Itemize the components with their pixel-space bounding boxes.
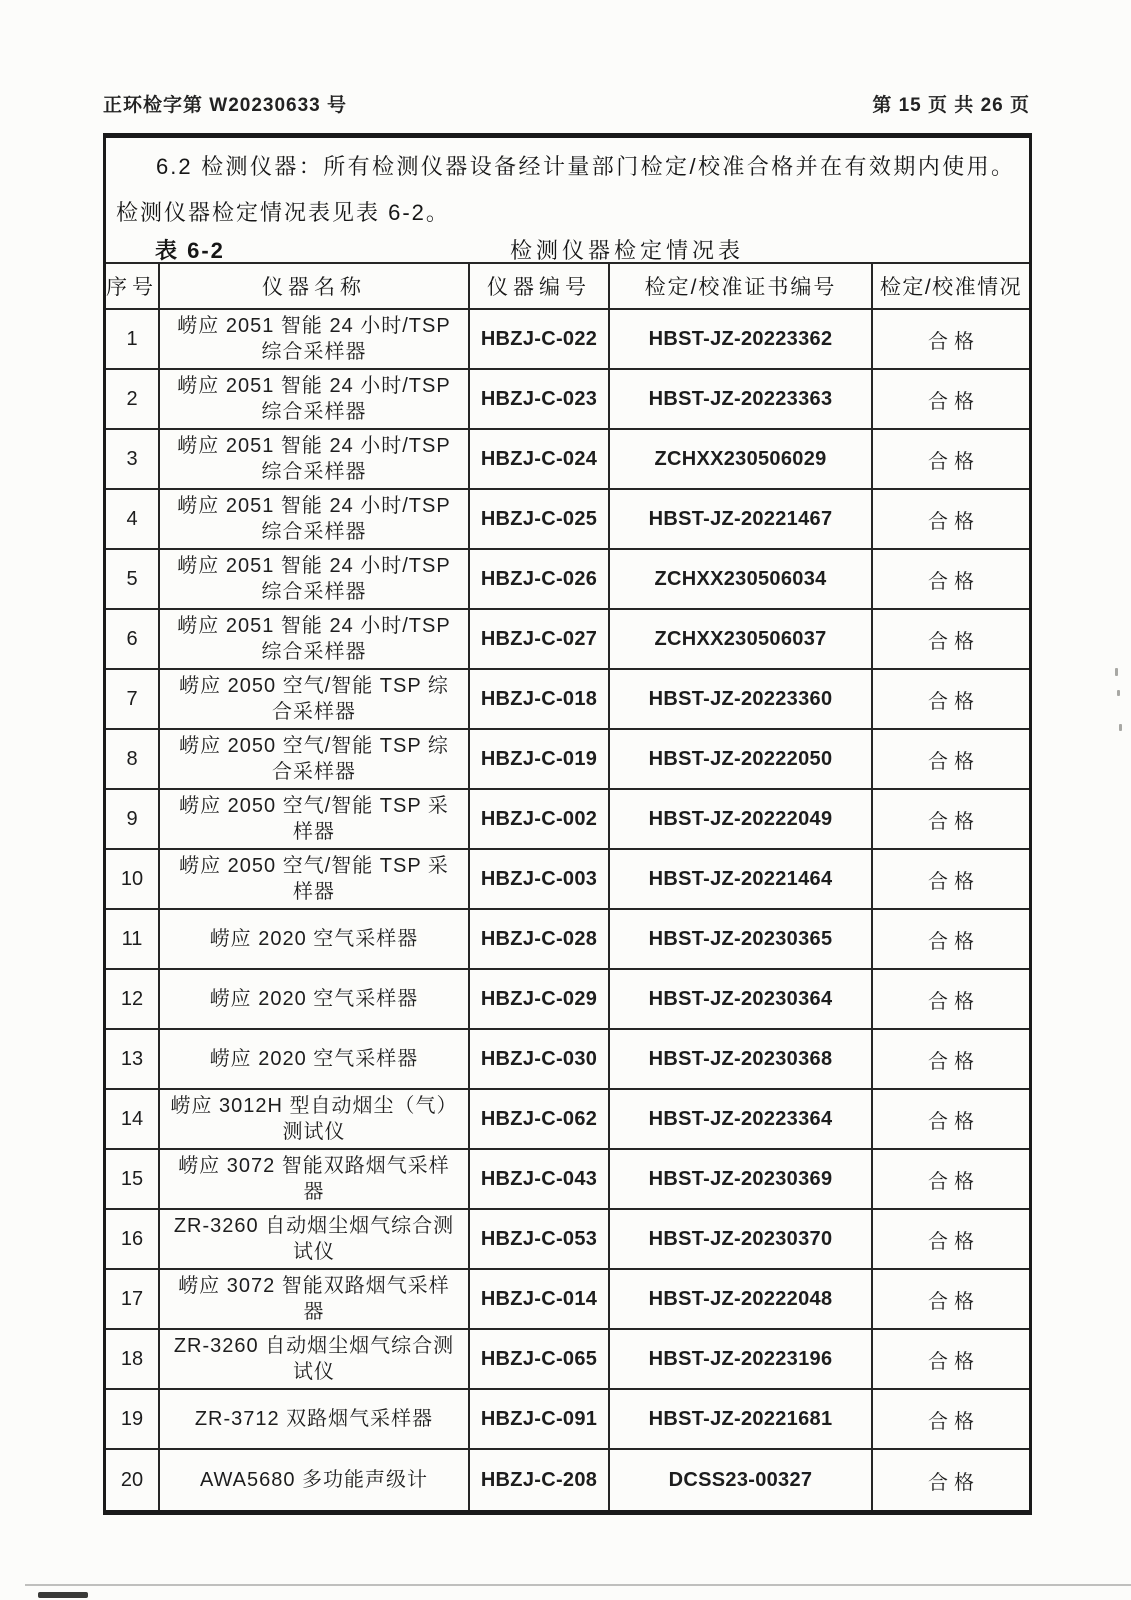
status-cell: 合格 (928, 450, 980, 473)
page-header (103, 94, 1030, 118)
instrument-name-cell: 崂应 2020 空气采样器 (160, 1030, 470, 1088)
row-number-cell: 14 (106, 1090, 160, 1148)
row-number-cell: 20 (106, 1450, 160, 1510)
instrument-code-cell: HBZJ-C-208 (470, 1450, 610, 1510)
certificate-number-cell: HBST-JZ-20222050 (610, 730, 873, 788)
status-cell: 合格 (928, 570, 980, 593)
instrument-name-cell: 崂应 2051 智能 24 小时/TSP 综合采样器 (160, 430, 470, 488)
certificate-number-cell: HBST-JZ-20230370 (610, 1210, 873, 1268)
instrument-name-cell: 崂应 2051 智能 24 小时/TSP 综合采样器 (160, 550, 470, 608)
instrument-code-cell: HBZJ-C-062 (470, 1090, 610, 1148)
certificate-number-cell: HBST-JZ-20223360 (610, 670, 873, 728)
status-cell: 合格 (928, 1290, 980, 1313)
certificate-number-cell: ZCHXX230506029 (610, 430, 873, 488)
row-number-cell: 10 (106, 850, 160, 908)
instrument-code-cell: HBZJ-C-065 (470, 1330, 610, 1388)
instrument-code-cell: HBZJ-C-018 (470, 670, 610, 728)
instrument-name-cell: 崂应 2020 空气采样器 (160, 910, 470, 968)
status-cell: 合格 (928, 930, 980, 953)
scan-artifact-speck (1119, 724, 1122, 731)
column-header: 检定/校准情况 (879, 276, 1023, 299)
table-row (106, 550, 1029, 610)
status-cell: 合格 (928, 1410, 980, 1433)
instrument-name-cell: 崂应 2050 空气/智能 TSP 综合采样器 (160, 730, 470, 788)
table-header-row (106, 264, 1029, 310)
table-row (106, 430, 1029, 490)
status-cell: 合格 (928, 1170, 980, 1193)
row-number-cell: 7 (106, 670, 160, 728)
status-cell: 合格 (928, 330, 980, 353)
row-number-cell: 8 (106, 730, 160, 788)
row-number-cell: 6 (106, 610, 160, 668)
table-row (106, 670, 1029, 730)
status-cell: 合格 (928, 1230, 980, 1253)
row-number-cell: 11 (106, 910, 160, 968)
table-row (106, 1450, 1029, 1510)
certificate-number-cell: HBST-JZ-20230369 (610, 1150, 873, 1208)
certificate-number-cell: HBST-JZ-20223362 (610, 310, 873, 368)
instrument-name-cell: 崂应 2050 空气/智能 TSP 综合采样器 (160, 670, 470, 728)
row-number-cell: 19 (106, 1390, 160, 1448)
row-number-cell: 5 (106, 550, 160, 608)
certificate-number-cell: HBST-JZ-20221464 (610, 850, 873, 908)
table-row (106, 370, 1029, 430)
table-body (106, 310, 1029, 1510)
table-row (106, 610, 1029, 670)
instrument-name-cell: 崂应 2051 智能 24 小时/TSP 综合采样器 (160, 310, 470, 368)
instrument-name-cell: 崂应 2051 智能 24 小时/TSP 综合采样器 (160, 610, 470, 668)
instrument-name-cell: AWA5680 多功能声级计 (160, 1450, 470, 1510)
row-number-cell: 17 (106, 1270, 160, 1328)
row-number-cell: 15 (106, 1150, 160, 1208)
instrument-code-cell: HBZJ-C-026 (470, 550, 610, 608)
status-cell: 合格 (928, 750, 980, 773)
instrument-code-cell: HBZJ-C-014 (470, 1270, 610, 1328)
row-number-cell: 2 (106, 370, 160, 428)
table-row (106, 850, 1029, 910)
table-row (106, 1330, 1029, 1390)
instrument-code-cell: HBZJ-C-043 (470, 1150, 610, 1208)
scan-artifact-speck (1115, 668, 1118, 676)
table-row (106, 1270, 1029, 1330)
status-cell: 合格 (928, 1350, 980, 1373)
table-row (106, 910, 1029, 970)
scan-artifact-speck (1117, 690, 1120, 696)
certificate-number-cell: ZCHXX230506037 (610, 610, 873, 668)
content-box (103, 133, 1032, 1515)
instrument-name-cell: ZR-3260 自动烟尘烟气综合测试仪 (160, 1210, 470, 1268)
table-row (106, 1030, 1029, 1090)
certificate-number-cell: HBST-JZ-20222049 (610, 790, 873, 848)
column-header: 检定/校准证书编号 (610, 264, 873, 308)
status-cell: 合格 (928, 1110, 980, 1133)
certificate-number-cell: DCSS23-00327 (610, 1450, 873, 1510)
instrument-code-cell: HBZJ-C-022 (470, 310, 610, 368)
instrument-code-cell: HBZJ-C-019 (470, 730, 610, 788)
table-row (106, 1390, 1029, 1450)
instrument-code-cell: HBZJ-C-002 (470, 790, 610, 848)
table-caption-title: 检测仪器检定情况表 (509, 237, 744, 263)
status-cell: 合格 (928, 390, 980, 413)
status-cell: 合格 (928, 870, 980, 893)
certificate-number-cell: ZCHXX230506034 (610, 550, 873, 608)
certificate-number-cell: HBST-JZ-20230364 (610, 970, 873, 1028)
certificate-number-cell: HBST-JZ-20222048 (610, 1270, 873, 1328)
row-number-cell: 9 (106, 790, 160, 848)
table-row (106, 1150, 1029, 1210)
table-row (106, 970, 1029, 1030)
status-cell: 合格 (928, 990, 980, 1013)
certificate-number-cell: HBST-JZ-20230368 (610, 1030, 873, 1088)
doc-number: 正环检字第 W20230633 号 (103, 95, 348, 116)
status-cell: 合格 (928, 1050, 980, 1073)
row-number-cell: 13 (106, 1030, 160, 1088)
instrument-name-cell: 崂应 2051 智能 24 小时/TSP 综合采样器 (160, 490, 470, 548)
instrument-name-cell: 崂应 2050 空气/智能 TSP 采样器 (160, 790, 470, 848)
instrument-name-cell: ZR-3260 自动烟尘烟气综合测试仪 (160, 1330, 470, 1388)
instrument-code-cell: HBZJ-C-003 (470, 850, 610, 908)
table-row (106, 1090, 1029, 1150)
status-cell: 合格 (928, 690, 980, 713)
certificate-number-cell: HBST-JZ-20230365 (610, 910, 873, 968)
instrument-code-cell: HBZJ-C-025 (470, 490, 610, 548)
instrument-code-cell: HBZJ-C-024 (470, 430, 610, 488)
section-paragraph: 6.2 检测仪器：所有检测仪器设备经计量部门检定/校准合格并在有效期内使用。检测仪器检定情况表见表 6-2。 (116, 154, 1015, 225)
row-number-cell: 16 (106, 1210, 160, 1268)
instrument-code-cell: HBZJ-C-053 (470, 1210, 610, 1268)
scan-artifact-smudge (38, 1592, 88, 1598)
status-cell: 合格 (928, 810, 980, 833)
instrument-name-cell: 崂应 2020 空气采样器 (160, 970, 470, 1028)
instrument-name-cell: 崂应 3072 智能双路烟气采样器 (160, 1150, 470, 1208)
instrument-code-cell: HBZJ-C-029 (470, 970, 610, 1028)
instrument-code-cell: HBZJ-C-091 (470, 1390, 610, 1448)
row-number-cell: 18 (106, 1330, 160, 1388)
certificate-number-cell: HBST-JZ-20221681 (610, 1390, 873, 1448)
table-caption (106, 236, 1029, 262)
certificate-number-cell: HBST-JZ-20223363 (610, 370, 873, 428)
column-header: 序号 (106, 264, 160, 308)
certificate-number-cell: HBST-JZ-20221467 (610, 490, 873, 548)
instrument-code-cell: HBZJ-C-030 (470, 1030, 610, 1088)
row-number-cell: 4 (106, 490, 160, 548)
table-row (106, 1210, 1029, 1270)
table-row (106, 490, 1029, 550)
status-cell: 合格 (928, 1471, 980, 1494)
status-cell: 合格 (928, 510, 980, 533)
certificate-number-cell: HBST-JZ-20223196 (610, 1330, 873, 1388)
instrument-name-cell: 崂应 2050 空气/智能 TSP 采样器 (160, 850, 470, 908)
instrument-name-cell: 崂应 3012H 型自动烟尘（气）测试仪 (160, 1090, 470, 1148)
row-number-cell: 12 (106, 970, 160, 1028)
scan-artifact-line (25, 1584, 1131, 1586)
column-header: 仪器名称 (160, 264, 470, 308)
table-row (106, 790, 1029, 850)
table-row (106, 310, 1029, 370)
status-cell: 合格 (928, 630, 980, 653)
certificate-number-cell: HBST-JZ-20223364 (610, 1090, 873, 1148)
instrument-code-cell: HBZJ-C-023 (470, 370, 610, 428)
table-caption-label: 表 6-2 (155, 237, 225, 263)
table-row (106, 730, 1029, 790)
instrument-name-cell: 崂应 3072 智能双路烟气采样器 (160, 1270, 470, 1328)
column-header: 仪器编号 (470, 264, 610, 308)
instrument-name-cell: 崂应 2051 智能 24 小时/TSP 综合采样器 (160, 370, 470, 428)
row-number-cell: 3 (106, 430, 160, 488)
calibration-table (106, 262, 1029, 1510)
instrument-code-cell: HBZJ-C-028 (470, 910, 610, 968)
instrument-code-cell: HBZJ-C-027 (470, 610, 610, 668)
instrument-name-cell: ZR-3712 双路烟气采样器 (160, 1390, 470, 1448)
page-indicator: 第 15 页 共 26 页 (872, 95, 1030, 116)
row-number-cell: 1 (106, 310, 160, 368)
